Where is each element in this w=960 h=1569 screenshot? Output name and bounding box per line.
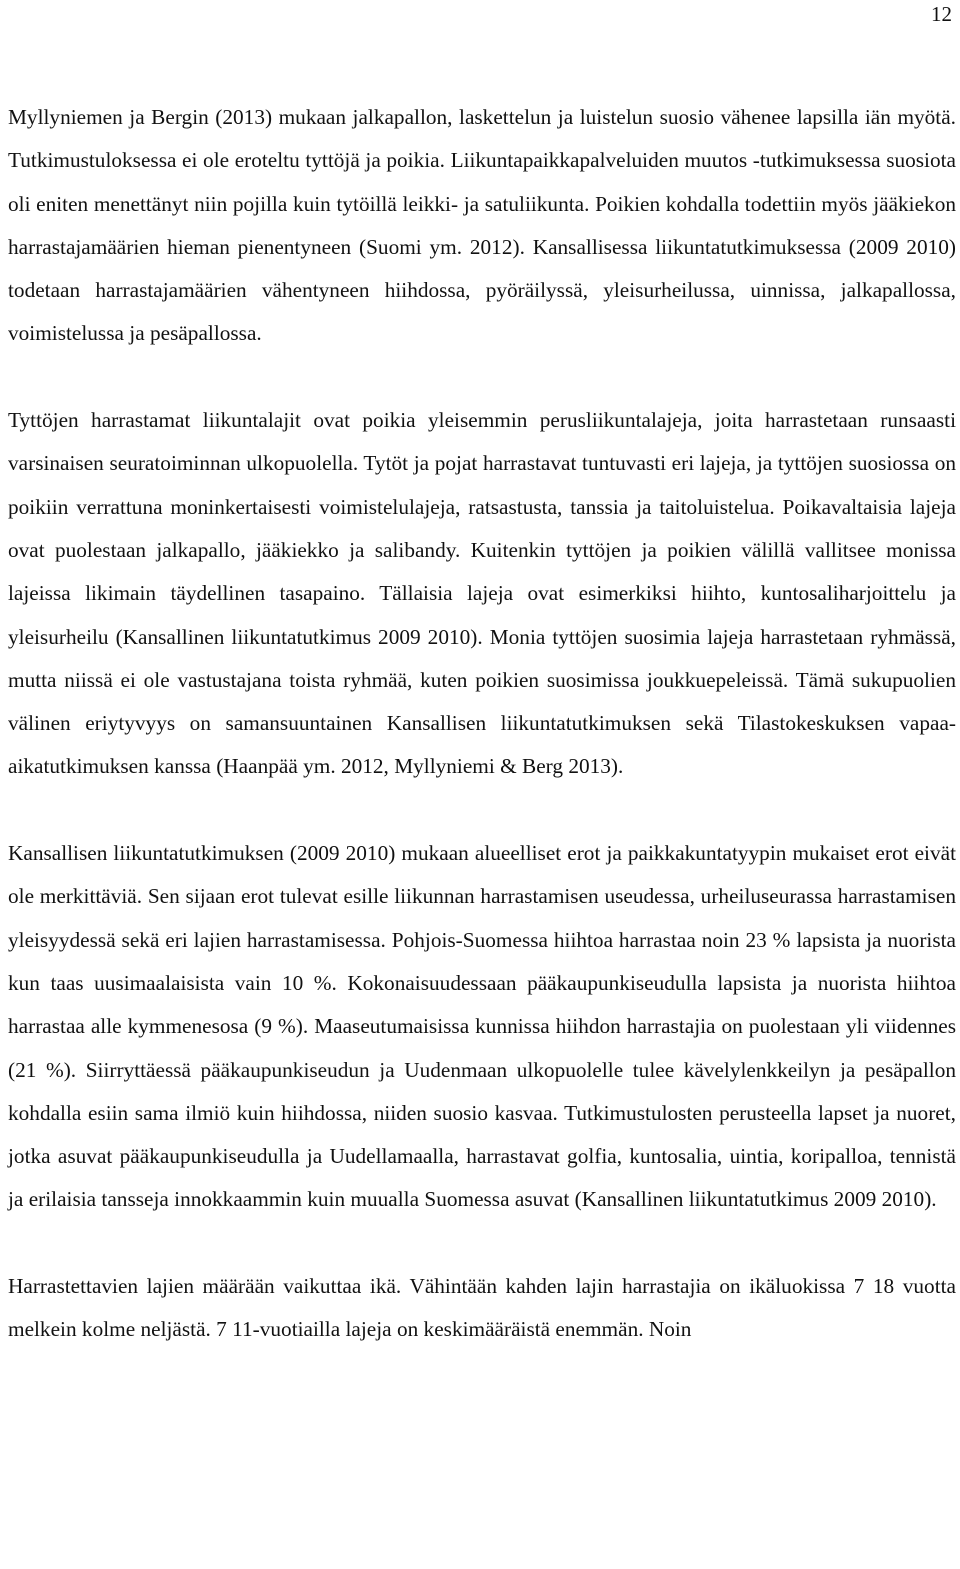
- paragraph-4: Harrastettavien lajien määrään vaikuttaa ikä. Vähintään kahden lajin harrastajia on ikäluokissa 7 18 vuotta melkein kolme neljästä. 7 11-vuotiailla lajeja on keskimääräistä enemmän. Noin: [8, 1274, 956, 1342]
- paragraph-2: Tyttöjen harrastamat liikuntalajit ovat poikia yleisemmin perusliikuntalajeja, joita harrastetaan runsaasti varsinaisen seuratoiminnan ulkopuolella. Tytöt ja pojat harrastavat tuntuvasti eri lajeja, ja tyttöjen suosiossa on poikiin verrattuna moninkertaisesti voimistelulajeja, ratsastusta, tanssia ja taitoluistelua. Poikavaltaisia lajeja ovat puolestaan jalkapallo, jääkiekko ja salibandy. Kuitenkin tyttöjen ja poikien välillä vallitsee monissa lajeissa likimain täydellinen tasapaino. Tällaisia lajeja ovat esimerkiksi hiihto, kuntosaliharjoittelu ja yleisurheilu (Kansallinen liikuntatutkimus 2009 2010). Monia tyttöjen suosimia lajeja harrastetaan ryhmässä, mutta niissä ei ole vastustajana toista ryhmää, kuten poikien suosimissa joukkuepeleissä. Tämä sukupuolien välinen eriytyvyys on samansuuntainen Kansallisen liikuntatutkimuksen sekä Tilastokeskuksen vapaa-aikatutkimuksen kanssa (Haanpää ym. 2012, Myllyniemi & Berg 2013).: [8, 408, 956, 779]
- paragraph-3: Kansallisen liikuntatutkimuksen (2009 2010) mukaan alueelliset erot ja paikkakuntatyypin mukaiset erot eivät ole merkittäviä. Sen sijaan erot tulevat esille liikunnan harrastamisen useudessa, urheiluseurassa harrastamisen yleisyydessä sekä eri lajien harrastamisessa. Pohjois-Suomessa hiihtoa harrastaa noin 23 % lapsista ja nuorista kun taas uusimaalaisista vain 10 %. Kokonaisuudessaan pääkaupunkiseudulla lapsista ja nuorista hiihtoa harrastaa alle kymmenesosa (9 %). Maaseutumaisissa kunnissa hiihdon harrastajia on puolestaan yli viidennes (21 %). Siirryttäessä pääkaupunkiseudun ja Uudenmaan ulkopuolelle tulee kävelylenkkeilyn ja pesäpallon kohdalla esiin sama ilmiö kuin hiihdossa, niiden suosio kasvaa. Tutkimustulosten perusteella lapset ja nuoret, jotka asuvat pääkaupunkiseudulla ja Uudellamaalla, harrastavat golfia, kuntosalia, uintia, koripalloa, tennistä ja erilaisia tansseja innokkaammin kuin muualla Suomessa asuvat (Kansallinen liikuntatutkimus 2009 2010).: [8, 841, 956, 1212]
- page-number: 12: [931, 2, 952, 26]
- paragraph-1: Myllyniemen ja Bergin (2013) mukaan jalkapallon, laskettelun ja luistelun suosio vähenee lapsilla iän myötä. Tutkimustuloksessa ei ole eroteltu tyttöjä ja poikia. Liikuntapaikkapalveluiden muutos -tutkimuksessa suosiota oli eniten menettänyt niin pojilla kuin tytöillä leikki- ja satuliikunta. Poikien kohdalla todettiin myös jääkiekon harrastajamäärien hieman pienentyneen (Suomi ym. 2012). Kansallisessa liikuntatutkimuksessa (2009 2010) todetaan harrastajamäärien vähentyneen hiihdossa, pyöräilyssä, yleisurheilussa, uinnissa, jalkapallossa, voimistelussa ja pesäpallossa.: [8, 105, 956, 346]
- document-body: [8, 96, 956, 1352]
